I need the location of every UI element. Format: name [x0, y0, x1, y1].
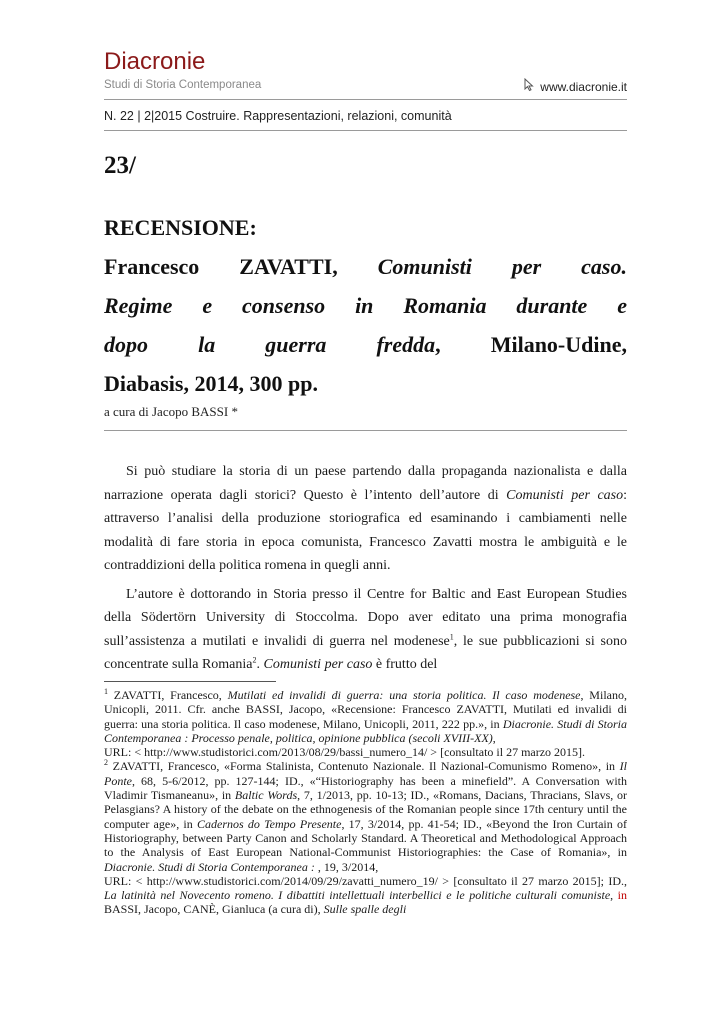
publication-details: Diabasis, 2014, 300 pp.: [104, 371, 318, 396]
footnotes: [104, 688, 627, 917]
footnote-mark: 2: [104, 758, 108, 768]
book-title-ref: Comunisti per caso: [506, 487, 624, 503]
footnote-ref-2[interactable]: 2: [252, 655, 257, 665]
footnote-mark: 1: [104, 687, 108, 696]
book-title-part1: Comunisti per caso.: [377, 254, 627, 279]
review-author: Francesco ZAVATTI,: [104, 254, 338, 279]
highlighted-word: in: [617, 888, 628, 903]
heading-line-3: [104, 325, 627, 364]
footnote-1: $^1$ ZAVATTI, Francesco, Mutilati ed invalidi di guerra: una storia politica. Il caso modenese, Milano, Unicopli, 2011. Cfr. anche BASSI, Jacopo, «Recensione: Francesco ZAVATTI, Mutilati ed invalidi di guerra: una storia politica. Il caso modenese, Milano, Unicopli, 2011, 222 pp.», in Diacronie. Studi di Storia Contemporanea : Processo penale, politica, opinione pubblica (secoli XVIII-XX),: [104, 687, 627, 745]
footnote-2-url[interactable]: URL: < http://www.studistorici.com/2014/09/29/zavatti_numero_19/ > [consultato il 27 marzo 2015]; ID.,: [104, 873, 627, 888]
footnote-ref-1[interactable]: 1: [449, 631, 454, 641]
curator-credit: a cura di Jacopo BASSI *: [104, 404, 238, 419]
issue-divider: [104, 130, 627, 131]
book-title-part3: dopo la guerra fredda: [104, 332, 436, 357]
journal-brand: Diacronie: [104, 48, 206, 75]
website-url: www.diacronie.it: [540, 79, 627, 94]
mouse-cursor-icon: [522, 78, 536, 95]
journal-subtitle: Studi di Storia Contemporanea: [104, 79, 262, 91]
header-divider: [104, 99, 627, 100]
article-number: 23/: [104, 152, 136, 179]
website-link[interactable]: [522, 78, 627, 95]
book-title-ref: Comunisti per caso: [263, 657, 373, 672]
footnote-2: $^2$ ZAVATTI, Francesco, «Forma Stalinista, Contenuto Nazionale. Il Nazional-Comunismo Romeno», in Il Ponte, 68, 5-6/2012, pp. 127-144; ID., «“Historiography has been a minefield”. A Conversation with Vladimir Tismaneanu», in Baltic Words, 7, 1/2013, pp. 10-13; ID., «Romans, Dacians, Thracians, Slavs, or Pelasgians? A history of the debate on the ethnogenesis of the Romanian people since 17th century until the computer age», in Cadernos do Tempo Presente, 17, 3/2014, pp. 41-54; ID., «Beyond the Iron Curtain of Historiography, between Party Canon and Scholarly Standard. A Theoretical and Methodological Approach to the Analysis of East European National-Communist Historiographies: the Case of Romania», in Diacronie. Studi di Storia Contemporanea : , 19, 3/2014,: [104, 758, 628, 874]
issue-line: N. 22 | 2|2015 Costruire. Rappresentazioni, relazioni, comunità: [104, 109, 452, 123]
footnote-2-continued: URL: < http://www.studistorici.com/2014/09/29/zavatti_numero_19/ > [consultato il 27 marzo 2015]; ID., La latinità nel Novecento romeno. I dibattiti intellettuali interbellici e le politiche culturali comuniste, in BASSI, Jacopo, CANÈ, Gianluca (a cura di), Sulle spalle degli: [104, 873, 628, 917]
review-label: RECENSIONE:: [104, 215, 257, 240]
paragraph-1: Si può studiare la storia di un paese partendo dalla propaganda nazionalista e dalla narrazione operata dagli storici? Questo è l’intento dell’autore di Comunisti per caso: attraverso l’analisi della produzione storiografica ed esaminando i cambiamenti nelle modalità di fare storia in epoca comunista, Francesco Zavatti mostra le ambiguità e le contraddizioni della politica romena in quegli anni.: [104, 464, 627, 573]
publication-place: , Milano-Udine,: [435, 332, 627, 357]
footnote-1-url[interactable]: URL: < http://www.studistorici.com/2013/08/29/bassi_numero_14/ > [consultato il 27 marzo 2015].: [104, 745, 586, 760]
review-body: [104, 460, 627, 681]
title-divider: [104, 430, 627, 431]
paragraph-2: L’autore è dottorando in Storia presso il Centre for Baltic and East European Studies della Södertörn University di Stoccolma. Dopo aver editato una prima monografia sull’assistenza a mutilati e invalidi di guerra nel modenese$^1$, le sue pubblicazioni si sono concentrate sulla Romania$^2$. Comunisti per caso è frutto del: [104, 586, 627, 672]
heading-line-2: [104, 286, 627, 325]
heading-line-1: [104, 247, 627, 286]
footnote-divider: [104, 681, 276, 682]
book-title-part2: Regime e consenso in Romania durante e: [104, 293, 627, 318]
article-heading: [104, 208, 627, 403]
